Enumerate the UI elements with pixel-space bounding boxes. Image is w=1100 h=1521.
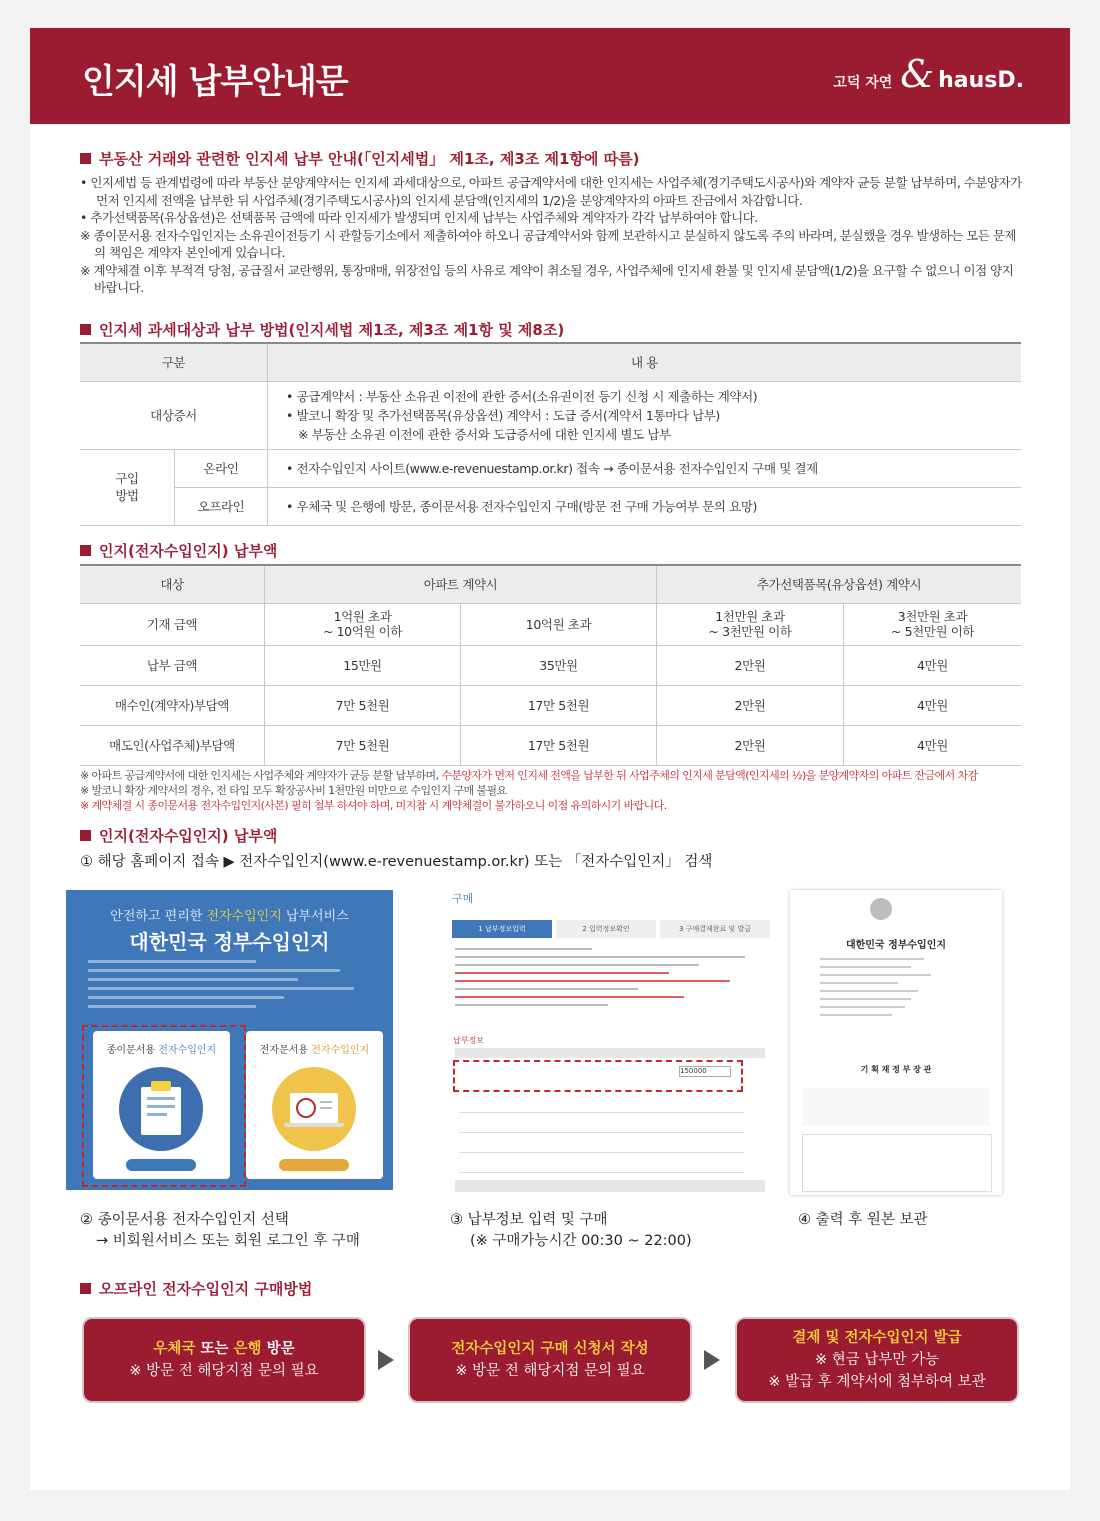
- form-steps: [452, 920, 770, 938]
- document-icon: [119, 1067, 203, 1151]
- card-label-part: 종이문서용: [106, 1045, 159, 1056]
- tagline-part: 안전하고 편리한: [110, 909, 207, 924]
- table-cell: 1억원 초과 ~ 10억원 이하: [265, 603, 461, 645]
- table-row: [80, 603, 1021, 645]
- site-main-screenshot: [66, 890, 393, 1190]
- amount-field[interactable]: 150000: [679, 1066, 731, 1077]
- flow-text: 방문: [261, 1341, 295, 1357]
- table-cell: 10억원 초과: [461, 603, 657, 645]
- flow-step-note: ※ 발급 후 계약서에 첨부하여 보관: [768, 1374, 986, 1390]
- brand-logo: [833, 52, 1024, 96]
- table-cell: 2만원: [657, 725, 844, 765]
- square-bullet-icon: [80, 1283, 91, 1294]
- certificate-guide-box: [802, 1134, 992, 1192]
- section1-line: • 추가선택품목(유상옵션)은 선택품목 금액에 따라 인지세가 발생되며 인지세 납부는 사업주체와 계약자가 각각 납부하여야 합니다.: [80, 210, 758, 225]
- caption-line: ④ 출력 후 원본 보관: [798, 1212, 928, 1228]
- note-text: ※ 아파트 공급계약서에 대한 인지세는 사업주체와 계약자가 균등 분할 납부하며,: [80, 769, 442, 782]
- table-cell: 3천만원 초과 ~ 5천만원 이하: [844, 603, 1022, 645]
- caption-line: ③ 납부정보 입력 및 구매: [450, 1212, 608, 1228]
- flow-step-issue: [735, 1317, 1019, 1403]
- table-cell: 17만 5천원: [461, 685, 657, 725]
- card-label-highlight: 전자수입인지: [311, 1045, 370, 1056]
- step1-text: ① 해당 홈페이지 접속 ▶ 전자수입인지(www.e-revenuestamp.or.kr) 또는 「전자수입인지」 검색: [80, 854, 713, 870]
- row-label: 기재 금액: [80, 603, 265, 645]
- site-heading: 대한민국 정부수입인지: [129, 930, 330, 954]
- table-cell: 4만원: [844, 725, 1022, 765]
- certificate-title: 대한민국 정부수입인지: [845, 940, 947, 951]
- target-deed-line: • 공급계약서 : 부동산 소유권 이전에 관한 증서(소유권이전 등기 신청 시 제출하는 계약서): [286, 388, 758, 404]
- flow-text: 또는: [195, 1341, 234, 1357]
- row-label: 매수인(계약자)부담액: [80, 685, 265, 725]
- logo-sub: 고덕 자연: [833, 75, 893, 91]
- row-label-purchase-method: [80, 449, 175, 525]
- flow-step-title: 전자수입인지 구매 신청서 작성: [451, 1341, 649, 1357]
- row-label-offline: 오프라인: [175, 487, 268, 525]
- table-cell: 2만원: [657, 685, 844, 725]
- flow-highlight: 은행: [233, 1341, 262, 1357]
- section5-title: 오프라인 전자수입인지 구매방법: [99, 1280, 313, 1298]
- table-cell: 2만원: [657, 645, 844, 685]
- form-info-lines: [455, 948, 760, 1012]
- note-line: ※ 계약체결 시 종이문서용 전자수입인지(사본) 필히 첨부 하셔야 하며, 미지참 시 계약체결이 불가하오니 이점 유의하시기 바랍니다.: [80, 799, 667, 812]
- arrow-right-icon: [378, 1350, 394, 1370]
- step2-caption: [80, 1210, 360, 1252]
- table-row: [80, 645, 1021, 685]
- certificate-ministry: 기 획 재 정 부 장 관: [860, 1065, 932, 1074]
- section4-title: 인지(전자수입인지) 납부액: [99, 827, 278, 845]
- form-title: 구매: [452, 892, 474, 905]
- square-bullet-icon: [80, 830, 91, 841]
- arrow-right-icon: [704, 1350, 720, 1370]
- section1-line: ※ 계약체결 이후 부적격 당첨, 공급질서 교란행위, 통장매매, 위장전입 등의 사유로 계약이 취소될 경우, 사업주체에 인지세 환불 및 인지세 분담액(1/2)을 요구할 수 없으니 이점 양지 바랍니다.: [80, 262, 1014, 295]
- paper-stamp-button[interactable]: [126, 1159, 196, 1171]
- payment-row: [459, 1102, 744, 1113]
- electronic-stamp-label: [246, 1041, 383, 1056]
- section4-heading: [80, 825, 277, 846]
- col-head-option: 추가선택품목(유상옵션) 계약시: [657, 565, 1022, 603]
- electronic-stamp-card[interactable]: [246, 1031, 383, 1179]
- logo-ampersand: &: [900, 52, 935, 96]
- table-cell: 4만원: [844, 685, 1022, 725]
- square-bullet-icon: [80, 324, 91, 335]
- stamp-certificate-screenshot: [790, 890, 1002, 1195]
- flow-step-note: ※ 현금 납부만 가능: [814, 1352, 940, 1368]
- section1-body: [80, 174, 1025, 297]
- table-cell: 7만 5천원: [265, 725, 461, 765]
- caption-line: ② 종이문서용 전자수입인지 선택: [80, 1212, 289, 1228]
- page-title: 인지세 납부안내문: [82, 62, 348, 102]
- row-label: 매도인(사업주체)부담액: [80, 725, 265, 765]
- row-label: 납부 금액: [80, 645, 265, 685]
- table-row: [80, 685, 1021, 725]
- section2-title: 인지세 과세대상과 납부 방법(인지세법 제1조, 제3조 제1항 및 제8조): [99, 321, 565, 339]
- table-cell: 15만원: [265, 645, 461, 685]
- caption-line: (※ 구매가능시간 00:30 ~ 22:00): [470, 1233, 692, 1249]
- purchase-form-screenshot: [449, 890, 771, 1195]
- flow-step-note: ※ 방문 전 해당지점 문의 필요: [129, 1363, 319, 1379]
- form-step-tab[interactable]: 1 납부정보입력: [452, 920, 552, 938]
- note-line: [80, 768, 1030, 783]
- table-cell: 1천만원 초과 ~ 3천만원 이하: [657, 603, 844, 645]
- paper-stamp-card[interactable]: [93, 1031, 230, 1179]
- payment-row: [459, 1162, 744, 1173]
- header-banner: [30, 28, 1070, 124]
- certificate-footnote: [802, 1088, 990, 1126]
- col-head-target: 대상: [80, 565, 265, 603]
- tagline-highlight: 전자수입인지: [206, 909, 282, 924]
- payment-info-label: 납부정보: [453, 1036, 484, 1045]
- form-step-tab[interactable]: 2 입력정보확인: [556, 920, 656, 938]
- col-head-apartment: 아파트 계약시: [265, 565, 657, 603]
- flow-step-title: [84, 1338, 364, 1360]
- step3-caption: [450, 1210, 692, 1252]
- stamp-amount-table: [80, 564, 1021, 766]
- note-text-red: 수분양자가 먼저 인지세 전액을 납부한 뒤 사업주체의 인지세 분담액(인지세의 ½)을 분양계약자의 아파트 잔금에서 차감: [441, 769, 978, 782]
- table-row: [80, 725, 1021, 765]
- section1-heading: [80, 148, 639, 169]
- tax-target-table: [80, 342, 1021, 526]
- section5-heading: [80, 1278, 312, 1299]
- table-cell: 7만 5천원: [265, 685, 461, 725]
- square-bullet-icon: [80, 153, 91, 164]
- section1-line: • 인지세법 등 관계법령에 따라 부동산 분양계약서는 인지세 과세대상으로, 아파트 공급계약서에 대한 인지세는 사업주체(경기주택도시공사)와 계약자 균등 분할 납부하며, 수분양자가 먼저 인지세 전액을 납부한 뒤 사업주체(경기주택도시공사)의 인지세 분담액(인지세의 1/2)을 분양계약자의 아파트 잔금에서 차감합니다.: [80, 175, 1022, 208]
- paper-stamp-label: [93, 1041, 230, 1056]
- form-step-tab[interactable]: 3 구매결제완료 및 발급: [660, 920, 770, 938]
- section1-line: ※ 종이문서용 전자수입인지는 소유권이전등기 시 관할등기소에서 제출하여야 하오니 공급계약서와 함께 보관하시고 분실하지 않도록 주의 바라며, 분실했을 경우 발생하는 모든 문제의 책임은 계약자 본인에게 있습니다.: [80, 227, 1016, 260]
- card-label-part: 전자문서용: [259, 1045, 312, 1056]
- online-method-text: • 전자수입인지 사이트(www.e-revenuestamp.or.kr) 접속 → 종이문서용 전자수입인지 구매 및 결제: [268, 449, 1022, 487]
- card-label-highlight: 전자수입인지: [158, 1045, 217, 1056]
- purchase-label-line: 방법: [115, 488, 139, 503]
- tagline-part: 납부서비스: [281, 909, 349, 924]
- logo-brand: hausD.: [938, 68, 1024, 93]
- flow-step-visit: [82, 1317, 366, 1403]
- site-fine-print: [88, 960, 368, 1014]
- payment-row: [459, 1122, 744, 1133]
- note-line: ※ 발코니 확장 계약서의 경우, 전 타입 모두 확장공사비 1천만원 미만으로 수입인지 구매 불필요: [80, 784, 507, 797]
- flow-step-note: ※ 방문 전 해당지점 문의 필요: [455, 1363, 645, 1379]
- payment-total-bar: [455, 1180, 765, 1192]
- target-deed-line: ※ 부동산 소유권 이전에 관한 증서와 도급증서에 대한 인지세 별도 납부: [298, 426, 671, 442]
- row-label-online: 온라인: [175, 449, 268, 487]
- row-label-target-deed: 대상증서: [80, 381, 268, 449]
- electronic-stamp-button[interactable]: [279, 1159, 349, 1171]
- step4-caption: [798, 1210, 927, 1231]
- flow-step-application: [408, 1317, 692, 1403]
- section1-title: 부동산 거래와 관련한 인지세 납부 안내(「인지세법」 제1조, 제3조 제1항에 따름): [99, 150, 640, 168]
- table-cell: 35만원: [461, 645, 657, 685]
- target-deed-line: • 발코니 확장 및 추가선택품목(유상옵션) 계약서 : 도급 증서(계약서 1통마다 납부): [286, 407, 720, 423]
- certificate-lines: [820, 958, 950, 1022]
- table-cell: 17만 5천원: [461, 725, 657, 765]
- purchase-label-line: 구입: [115, 471, 139, 486]
- target-deed-content: [268, 381, 1022, 449]
- laptop-icon: [272, 1067, 356, 1151]
- flow-highlight: 우체국: [153, 1341, 196, 1357]
- table-cell: 4만원: [844, 645, 1022, 685]
- col-head-category: 구분: [80, 343, 268, 381]
- section3-title: 인지(전자수입인지) 납부액: [99, 542, 278, 560]
- flow-step-title: 결제 및 전자수입인지 발급: [792, 1330, 962, 1346]
- caption-line: → 비회원서비스 또는 회원 로그인 후 구매: [96, 1233, 360, 1249]
- government-emblem-icon: [870, 898, 892, 920]
- payment-table-header: [455, 1048, 765, 1058]
- section2-heading: [80, 319, 564, 340]
- payment-row: [459, 1142, 744, 1153]
- offline-method-text: • 우체국 및 은행에 방문, 종이문서용 전자수입인지 구매(방문 전 구매 가능여부 문의 요망): [268, 487, 1022, 525]
- site-tagline: [66, 905, 393, 924]
- square-bullet-icon: [80, 545, 91, 556]
- section3-heading: [80, 540, 277, 561]
- section3-notes: [80, 768, 1030, 813]
- notice-card: [30, 28, 1070, 1490]
- col-head-content: 내 용: [268, 343, 1022, 381]
